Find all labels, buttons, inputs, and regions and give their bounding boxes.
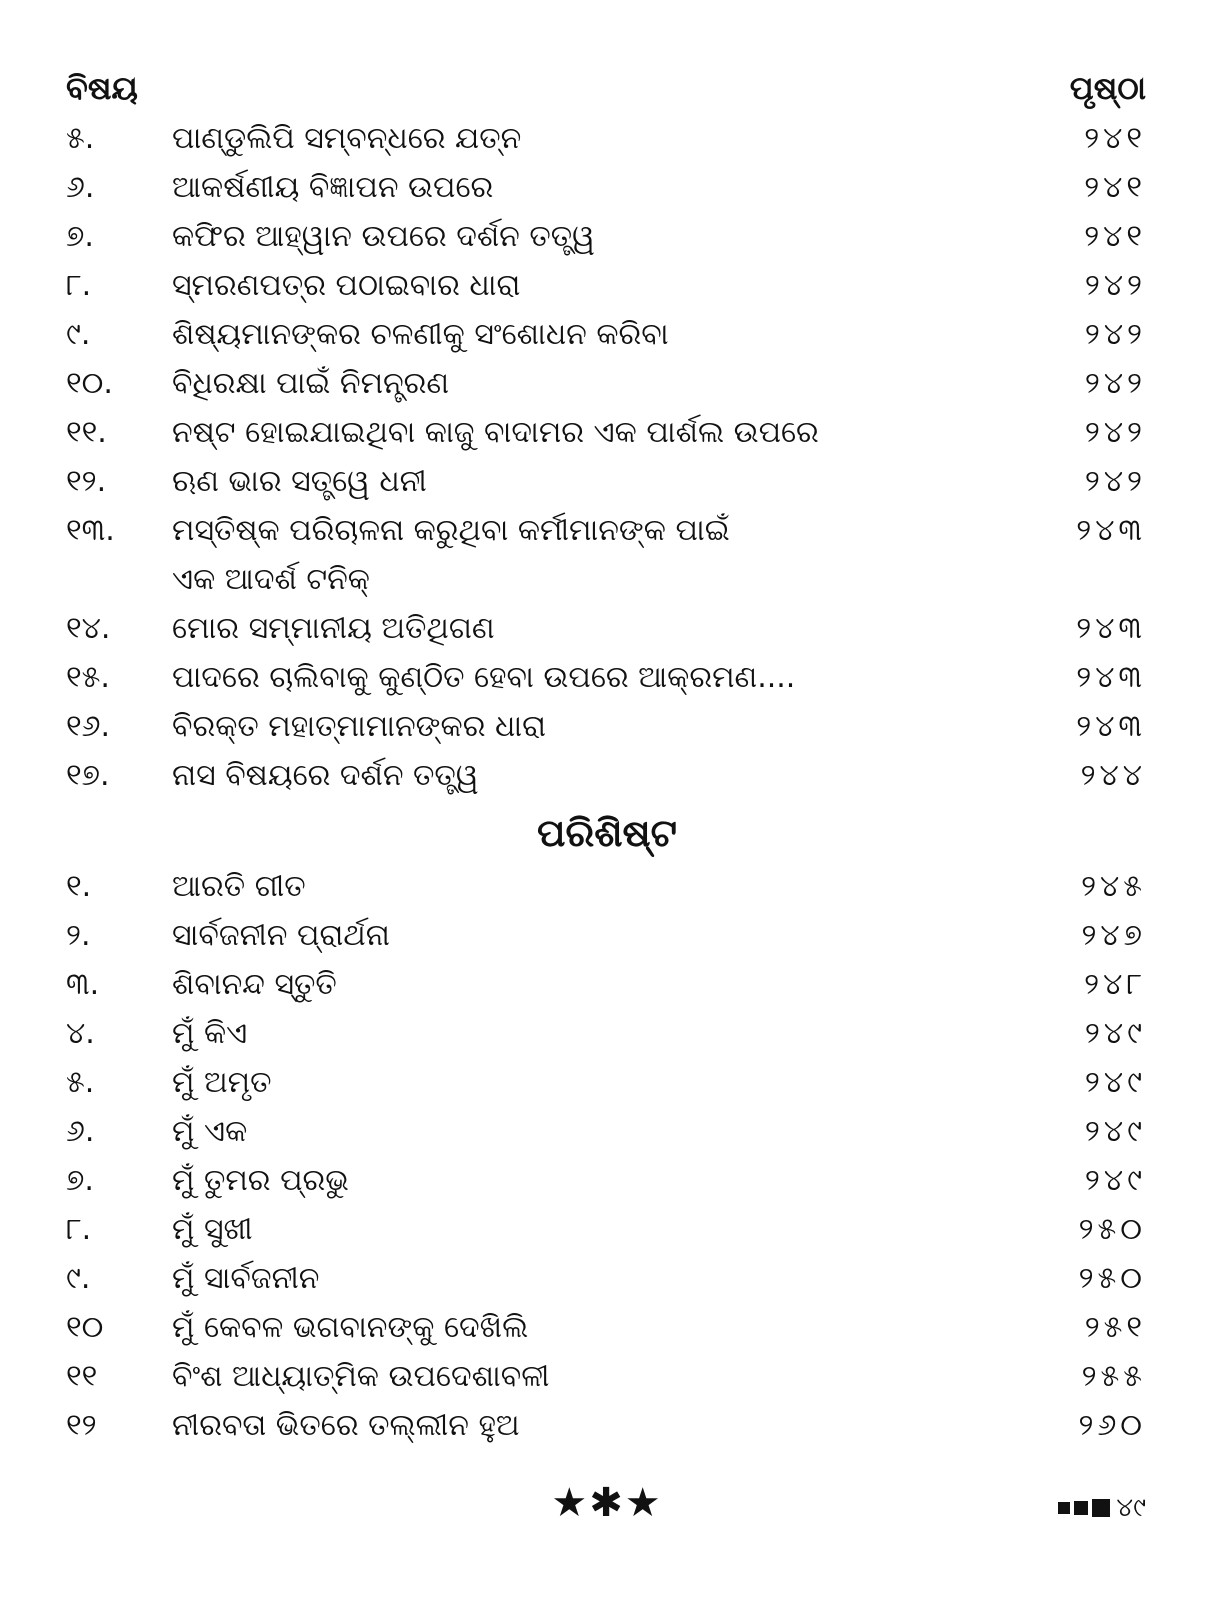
entry-page: ୨୫୦	[1078, 1261, 1146, 1296]
appendix-entry	[0, 911, 1214, 960]
entry-title: ସାର୍ବଜନୀନ ପ୍ରାର୍ଥନା	[172, 918, 390, 953]
entry-page: ୨୪୨	[1084, 317, 1146, 352]
entry-title: ବିଧିରକ୍ଷା ପାଇଁ ନିମନ୍ତ୍ରଣ	[172, 366, 450, 401]
entry-page: ୨୪୧	[1084, 121, 1146, 156]
entry-number: ୧.	[66, 869, 92, 904]
entry-number: ୮.	[66, 268, 92, 303]
entry-number: ୧୫.	[66, 660, 110, 695]
entry-title-line-1: ମସ୍ତିଷ୍କ ପରିଚାଳନା କରୁଥିବା କର୍ମୀମାନଙ୍କ ପାଇଁ	[172, 513, 730, 548]
appendix-entry	[0, 862, 1214, 911]
page-number-value: ୪୯	[1116, 1493, 1146, 1523]
entry-title: ମୁଁ ସୁଖୀ	[172, 1212, 253, 1247]
entry-number: ୧୧.	[66, 415, 107, 450]
toc-entry	[0, 163, 1214, 212]
square-icon	[1074, 1501, 1088, 1515]
toc-entry	[0, 751, 1214, 800]
entry-title	[172, 506, 1044, 604]
entry-number: ୫.	[66, 1065, 95, 1100]
toc-entry	[0, 457, 1214, 506]
entry-title: ଶିଷ୍ୟମାନଙ୍କର ଚଳଣୀକୁ ସଂଶୋଧନ କରିବା	[172, 317, 669, 352]
entry-number: ୫.	[66, 121, 95, 156]
entry-title: ବିଂଶ ଆଧ୍ୟାତ୍ମିକ ଉପଦେଶାବଳୀ	[172, 1359, 550, 1394]
entry-number: ୧୭.	[66, 758, 110, 793]
appendix-entry	[0, 1058, 1214, 1107]
star-ornament: ★✱★	[551, 1480, 663, 1526]
entry-page: ୨୪୩	[1076, 660, 1146, 695]
appendix-list	[0, 862, 1214, 1450]
entry-number: ୧୦.	[66, 366, 113, 401]
toc-entry	[0, 506, 1214, 604]
toc-entry	[0, 261, 1214, 310]
toc-entry	[0, 212, 1214, 261]
entry-title: ସ୍ମରଣପତ୍ର ପଠାଇବାର ଧାରା	[172, 268, 521, 303]
appendix-entry	[0, 1352, 1214, 1401]
contents-list	[0, 114, 1214, 800]
appendix-entry	[0, 1401, 1214, 1450]
entry-number: ୧୬.	[66, 709, 111, 744]
entry-number: ୭.	[66, 1163, 94, 1198]
entry-page: ୨୪୩	[1076, 513, 1146, 548]
toc-header	[66, 66, 1146, 110]
entry-title: ମୁଁ ସାର୍ବଜନୀନ	[172, 1261, 320, 1296]
entry-number: ୧୧	[66, 1359, 98, 1394]
square-icon	[1092, 1499, 1110, 1517]
square-icon	[1058, 1502, 1070, 1514]
entry-number: ୯.	[66, 1261, 91, 1296]
appendix-entry	[0, 960, 1214, 1009]
entry-title: ମୁଁ ତୁମର ପ୍ରଭୁ	[172, 1163, 349, 1198]
entry-number: ୮.	[66, 1212, 92, 1247]
entry-page: ୨୪୯	[1084, 1163, 1146, 1198]
entry-page: ୨୪୨	[1084, 268, 1146, 303]
entry-title: ଆରତି ଗୀତ	[172, 869, 306, 904]
page-number	[1058, 1490, 1146, 1526]
entry-number: ୧୨.	[66, 464, 107, 499]
entry-number: ୪.	[66, 1016, 95, 1051]
appendix-entry	[0, 1009, 1214, 1058]
entry-page: ୨୪୪	[1080, 758, 1146, 793]
entry-title: କଫିର ଆହ୍ୱାନ ଉପରେ ଦର୍ଶନ ତତ୍ତ୍ୱ	[172, 219, 595, 254]
entry-number: ୨.	[66, 918, 91, 953]
entry-page: ୨୪୧	[1084, 219, 1146, 254]
entry-title: ଆକର୍ଷଣୀୟ ବିଜ୍ଞାପନ ଉପରେ	[172, 170, 494, 205]
entry-title: ଋଣ ଭାର ସତ୍ତ୍ୱେ ଧନୀ	[172, 464, 427, 499]
appendix-entry	[0, 1205, 1214, 1254]
entry-number: ୭.	[66, 219, 94, 254]
entry-page: ୨୪୮	[1084, 967, 1146, 1002]
entry-title: ନୀରବତା ଭିତରେ ତଲ୍ଲୀନ ହୁଅ	[172, 1408, 520, 1443]
entry-page: ୨୬୦	[1078, 1408, 1146, 1443]
entry-number: ୯.	[66, 317, 91, 352]
appendix-entry	[0, 1156, 1214, 1205]
entry-title: ବିରକ୍ତ ମହାତ୍ମାମାନଙ୍କର ଧାରା	[172, 709, 546, 744]
entry-title-line-2: ଏକ ଆଦର୍ଶ ଟନିକ୍	[172, 562, 370, 597]
entry-title: ମୋର ସମ୍ମାନୀୟ ଅତିଥିଗଣ	[172, 611, 495, 646]
entry-number: ୩.	[66, 967, 100, 1002]
entry-title: ମୁଁ କେବଳ ଭଗବାନଙ୍କୁ ଦେଖିଲି	[172, 1310, 529, 1345]
header-subject: ବିଷୟ	[66, 69, 138, 107]
toc-entry	[0, 653, 1214, 702]
entry-title: ମୁଁ କିଏ	[172, 1016, 248, 1051]
entry-page: ୨୫୧	[1084, 1310, 1146, 1345]
entry-number: ୧୦	[66, 1310, 104, 1345]
entry-page: ୨୪୯	[1084, 1114, 1146, 1149]
entry-number: ୬.	[66, 170, 95, 205]
toc-entry	[0, 310, 1214, 359]
entry-page: ୨୫୦	[1078, 1212, 1146, 1247]
appendix-entry	[0, 1254, 1214, 1303]
toc-entry	[0, 114, 1214, 163]
entry-page: ୨୪୩	[1076, 611, 1146, 646]
entry-page: ୨୪୩	[1076, 709, 1146, 744]
entry-page: ୨୪୧	[1084, 170, 1146, 205]
entry-page: ୨୪୨	[1084, 415, 1146, 450]
entry-number: ୧୪.	[66, 611, 111, 646]
entry-title: ମୁଁ ଅମୃତ	[172, 1065, 272, 1100]
entry-page: ୨୪୫	[1081, 869, 1146, 904]
appendix-heading: ପରିଶିଷ୍ଟ	[537, 811, 677, 855]
toc-entry	[0, 408, 1214, 457]
header-page: ପୃଷ୍ଠା	[1069, 69, 1146, 107]
entry-title: ଶିବାନନ୍ଦ ସ୍ତୁତି	[172, 967, 337, 1002]
entry-page: ୨୪୯	[1084, 1016, 1146, 1051]
entry-number: ୬.	[66, 1114, 95, 1149]
entry-page: ୨୫୫	[1081, 1359, 1146, 1394]
entry-title: ନାସ ବିଷୟରେ ଦର୍ଶନ ତତ୍ତ୍ୱ	[172, 758, 479, 793]
entry-page: ୨୪୨	[1084, 366, 1146, 401]
entry-page: ୨୪୯	[1084, 1065, 1146, 1100]
toc-entry	[0, 604, 1214, 653]
toc-entry	[0, 359, 1214, 408]
entry-title: ପାଦରେ ଚାଲିବାକୁ କୁଣ୍ଠିତ ହେବା ଉପରେ ଆକ୍ରମଣ....	[172, 660, 796, 695]
entry-title: ନଷ୍ଟ ହୋଇଯାଇଥିବା କାଜୁ ବାଦାମର ଏକ ପାର୍ଶଲ ଉପରେ	[172, 415, 819, 450]
entry-title: ପାଣ୍ଡୁଲିପି ସମ୍ବନ୍ଧରେ ଯତ୍ନ	[172, 121, 522, 156]
appendix-entry	[0, 1107, 1214, 1156]
entry-page: ୨୪୨	[1084, 464, 1146, 499]
entry-title: ମୁଁ ଏକ	[172, 1114, 248, 1149]
toc-entry	[0, 702, 1214, 751]
entry-page: ୨୪୭	[1081, 918, 1146, 953]
appendix-entry	[0, 1303, 1214, 1352]
entry-number: ୧୨	[66, 1408, 97, 1443]
entry-number: ୧୩.	[66, 513, 115, 548]
